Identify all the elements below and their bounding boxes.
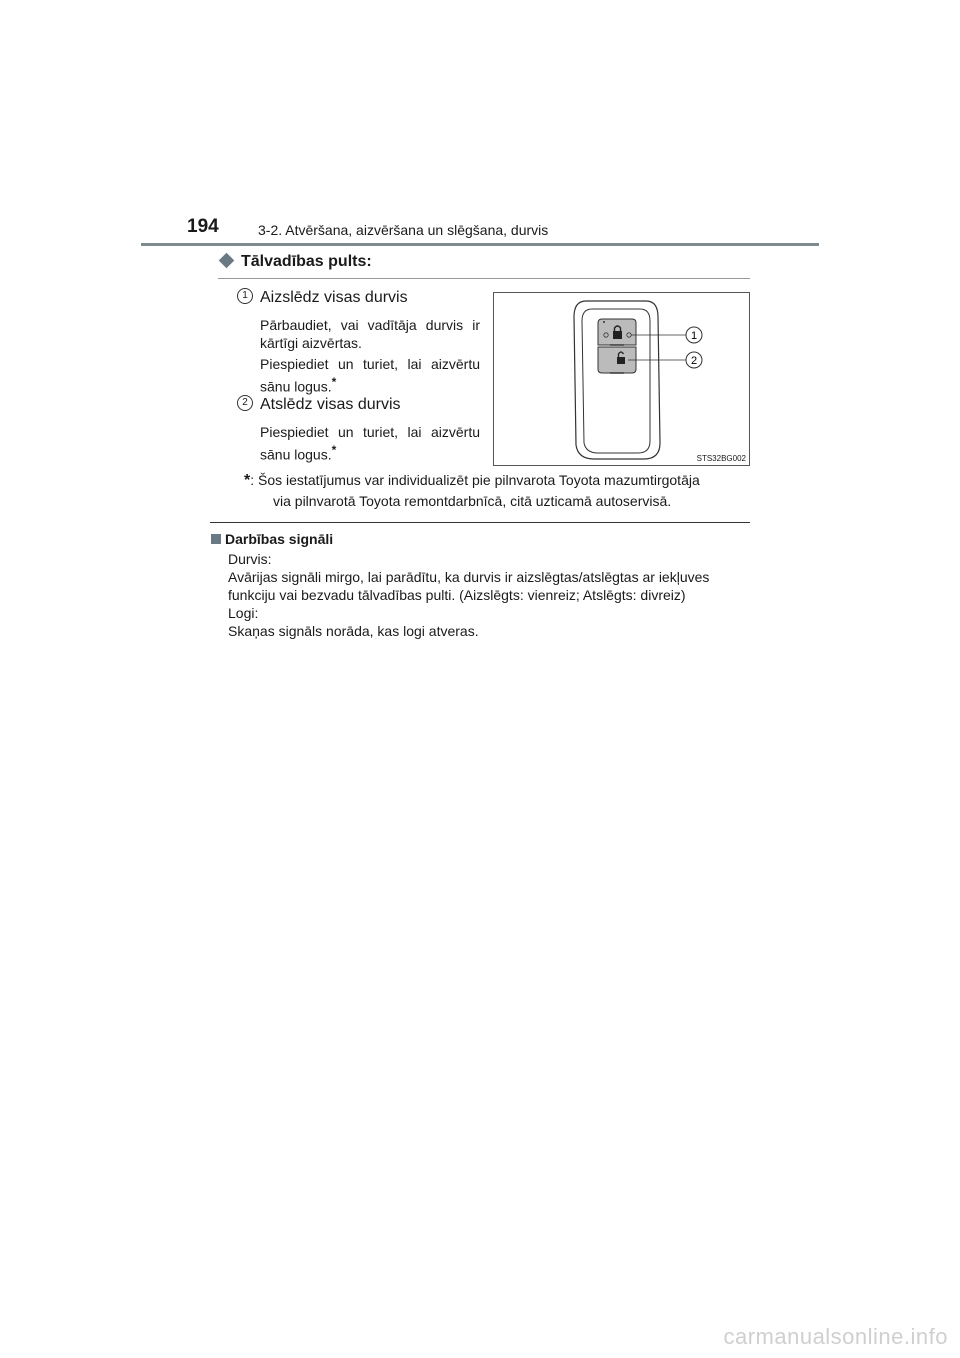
section-title (218, 252, 750, 279)
key-fob-illustration (494, 293, 749, 465)
footnote-line-1: : Šos iestatījumus var individualizēt pie pilnvarota Toyota mazumtirgotāja (250, 472, 700, 488)
header-rule (141, 243, 819, 246)
footnote-line-2: via pilnvarotā Toyota remontdarbnīcā, citā uzticamā autoservisā. (273, 493, 672, 509)
section-divider (210, 522, 750, 523)
info-body (228, 550, 748, 640)
footnote-star: * (244, 472, 251, 489)
page-number: 194 (187, 216, 219, 237)
running-head: 3-2. Atvēršana, aizvēršana un slēgšana, durvis (258, 222, 549, 238)
square-bullet-icon (211, 534, 221, 544)
info-line: Avārijas signāli mirgo, lai parādītu, ka durvis ir aizslēgtas/atslēgtas ar iekļuves (228, 569, 710, 585)
diamond-bullet-icon (219, 253, 235, 269)
watermark: carmanualsonline.info (723, 1324, 948, 1349)
figure-callout-2: 2 (690, 355, 698, 367)
item-number-1: 1 (237, 288, 253, 304)
page-header (141, 214, 819, 248)
section-title-text: Tālvadības pults: (241, 253, 372, 270)
item-number-2: 2 (237, 395, 253, 411)
item-title-lock: Aizslēdz visas durvis (260, 289, 408, 306)
info-line: Durvis: (228, 551, 272, 567)
footnote (244, 470, 754, 511)
info-line: Logi: (228, 605, 259, 621)
info-line: funkciju vai bezvadu tālvadības pulti. (Aizslēgts: vienreiz; Atslēgts: divreiz) (228, 587, 686, 603)
info-line: Skaņas signāls norāda, kas logi atveras. (228, 623, 479, 639)
figure-code: STS32BG002 (696, 454, 746, 463)
item-text-unlock-windows: Piespiediet un turiet, lai aizvērtu sānu logus.* (260, 424, 480, 463)
item-text-lock-windows: Piespiediet un turiet, lai aizvērtu sānu logus.* (260, 356, 480, 395)
key-fob-figure (493, 292, 750, 466)
info-heading (211, 531, 333, 547)
figure-callout-1: 1 (690, 330, 698, 342)
item-text-lock-check: Pārbaudiet, vai vadītāja durvis ir kārtīgi aizvērtas. (260, 317, 480, 351)
info-heading-text: Darbības signāli (225, 531, 334, 547)
item-title-unlock: Atslēdz visas durvis (260, 396, 401, 413)
